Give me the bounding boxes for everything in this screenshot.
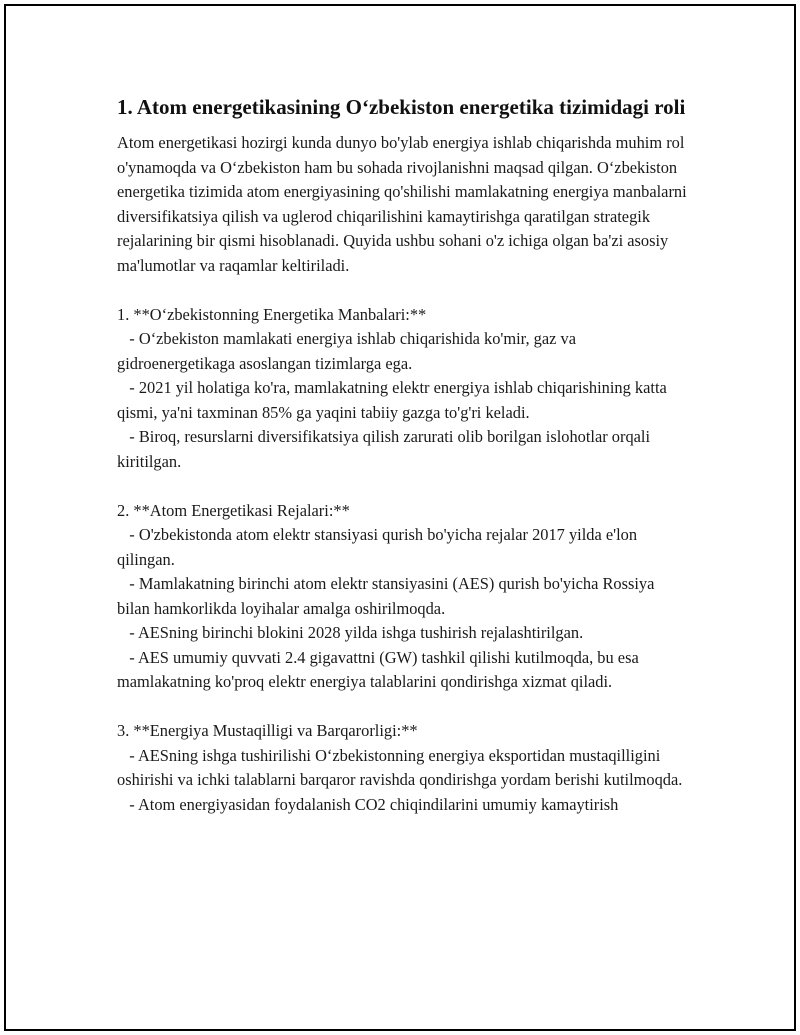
list-item: - O‘zbekiston mamlakati energiya ishlab chiqarishida ko'mir, gaz va gidroenergetikaga asoslangan tizimlarga ega.	[117, 329, 581, 373]
list-item: - Mamlakatning birinchi atom elektr stansiyasini (AES) qurish bo'yicha Rossiya bilan hamkorlikda loyihalar amalga oshirilmoqda.	[117, 574, 659, 618]
intro-paragraph: Atom energetikasi hozirgi kunda dunyo bo'ylab energiya ishlab chiqarishda muhim rol o'ynamoqda va O‘zbekiston ham bu sohada rivojlanishni maqsad qilgan. O‘zbekiston energetika tizimida atom energiyasining qo'shilishi mamlakatning energiya manbalarni diversifikatsiya qilish va uglerod chiqarilishini kamaytirishga qaratilgan strategik rejalarining bir qismi hisoblanadi. Quyida ushbu sohani o'z ichiga olgan ba'zi asosiy ma'lumotlar va raqamlar keltiriladi.	[117, 133, 691, 275]
section-nuclear-plans	[117, 499, 687, 695]
list-item: - AES umumiy quvvati 2.4 gigavattni (GW) tashkil qilishi kutilmoqda, bu esa mamlakatning ko'proq elektr energiya talablarini qondirishga xizmat qiladi.	[117, 647, 643, 691]
paragraph-gap	[117, 474, 687, 499]
list-item: - 2021 yil holatiga ko'ra, mamlakatning elektr energiya ishlab chiqarishining katta qismi, ya'ni taxminan 85% ga yaqini tabiiy gazga to'g'ri keladi.	[117, 378, 671, 422]
list-item: - Biroq, resurslarni diversifikatsiya qilish zarurati olib borilgan islohotlar orqali kiritilgan.	[117, 427, 655, 471]
paragraph-gap	[117, 695, 687, 720]
section-energy-sources	[117, 303, 687, 475]
document-heading: 1. Atom energetikasining O‘zbekiston energetika tizimidagi roli	[117, 95, 686, 119]
section-energy-independence	[117, 719, 687, 817]
list-item: - AESning ishga tushirilishi O‘zbekistonning energiya eksportidan mustaqilligini oshirishi va ichki talablarni barqaror ravishda qondirishga yordam berishi kutilmoqda.	[117, 745, 683, 789]
section-title: 3. **Energiya Mustaqilligi va Barqarorligi:**	[117, 721, 418, 740]
list-item: - Atom energiyasidan foydalanish CO2 chiqindilarini umumiy kamaytirish	[117, 794, 619, 814]
section-title: 1. **O‘zbekistonning Energetika Manbalari:**	[117, 304, 427, 324]
list-item: - AESning birinchi blokini 2028 yilda ishga tushirish rejalashtirilgan.	[117, 623, 584, 642]
list-item: - O'zbekistonda atom elektr stansiyasi qurish bo'yicha rejalar 2017 yilda e'lon qilingan.	[117, 525, 642, 569]
document-body	[117, 93, 691, 817]
paragraph-gap	[117, 278, 687, 303]
section-title: 2. **Atom Energetikasi Rejalari:**	[117, 500, 350, 520]
